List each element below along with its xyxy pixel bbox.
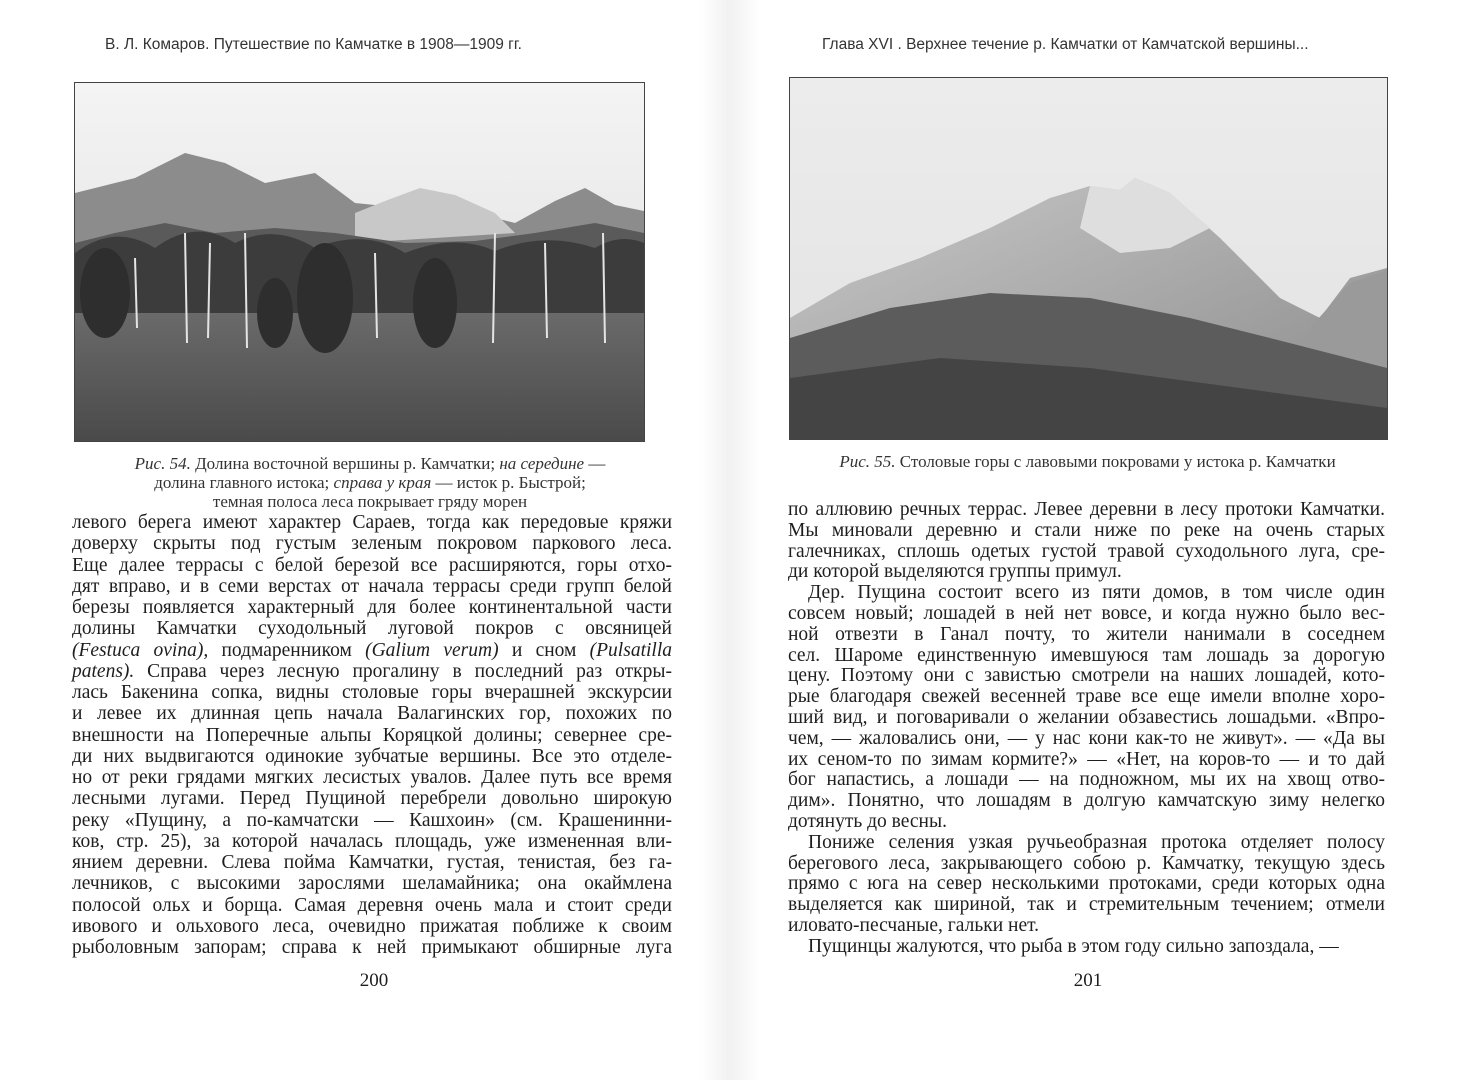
text-segment: Мы миновали деревню и стали ниже по реке на очень старых [788,519,1385,541]
text-segment: Еще далее террасы с белой березой все расширяются, горы отхо- [72,554,672,576]
text-line [788,687,1385,708]
left-page-number: 200 [359,970,389,991]
left-page-body-text [72,512,672,958]
text-segment: и левее их длинная цепь начала Валагинских гор, похожих по [72,703,672,725]
text-segment: подмаренником [208,639,366,661]
caption-line [789,452,1386,471]
text-segment: янием деревни. Слева пойма Камчатки, густая, тенистая, без га- [72,852,672,873]
text-segment: цену. Поэтому они с завистью смотрели на наших лошадей, кото- [788,665,1385,687]
text-line [72,895,672,916]
caption-line [90,492,650,511]
text-segment: Долина восточной вершины р. Камчатки; [190,454,500,473]
text-segment: — [584,454,606,473]
text-line [72,916,672,937]
text-line [788,833,1385,854]
text-line [788,500,1385,521]
text-segment: прямо с юга на север несколькими протоками, среди которых одна [788,873,1385,895]
text-line [788,916,1385,937]
caption-line [90,473,650,492]
italic-text: на середине [499,454,585,473]
text-segment: полосой ольх и борща. Самая деревня очень мала и стоит среди [72,894,672,916]
text-segment: доверху скрыты под густым зеленым покровом паркового леса. [72,533,672,555]
figure-55-photo-mountains [789,77,1388,440]
text-line [788,666,1385,687]
text-segment: галечниках, сплошь одетых густой травой суходольного луга, сре- [788,540,1385,562]
text-segment: но от реки грядами мягких лесистых увалов. Далее путь все время [72,767,672,788]
text-line [72,640,672,661]
text-segment: ди них выдвигаются одинокие зубчатые вершины. Все это отделе- [72,745,672,767]
text-line [788,604,1385,625]
text-line [72,597,672,618]
text-segment: дотянуть до весны. [788,810,947,832]
text-segment: иловато-песчаные, гальки нет. [788,914,1040,936]
figure-54-photo-valley [74,82,645,442]
text-segment: ивового и ольхового леса, очевидно прижатая поближе к своим [72,915,672,937]
text-line [72,767,672,788]
text-line [72,555,672,576]
text-line [72,831,672,852]
text-segment: березы появляется характерный для более континентальной части [72,597,672,618]
text-segment: ди которой выделяются группы примул. [788,561,1122,583]
text-line [788,521,1385,542]
text-segment: Столовые горы с лавовыми покровами у истока р. Камчатки [895,452,1336,471]
text-segment: реку «Пущину, а по-камчатски — Кашхоин» (см. Крашенинни- [72,809,672,831]
text-line [72,788,672,809]
text-line [72,873,672,894]
italic-text: справа у края [333,473,432,492]
text-segment: лась Бакенина сопка, видны столовые горы вчерашней экскурсии [72,682,672,703]
text-line [788,708,1385,729]
text-segment: лесными лугами. Перед Пущиной перебрели довольно широкую [72,788,672,810]
text-segment: темная полоса леса покрывает гряду морен [212,492,528,511]
italic-text: Рис. 55. [839,452,896,471]
italic-text: (Pulsatilla [589,639,672,661]
text-segment: Пущинцы жалуются, что рыба в этом году сильно запоздала, — [808,935,1339,957]
text-line [788,854,1385,875]
right-page-number: 201 [1073,970,1103,991]
text-segment: дим». Понятно, что лошадям в долгую камчатскую зиму нелегко [788,790,1385,812]
text-line [788,874,1385,895]
text-line [72,937,672,958]
right-page-body-text [788,500,1385,958]
italic-text: (Galium verum) [365,639,499,661]
text-line [788,750,1385,771]
text-segment: Дер. Пущина состоит всего из пяти домов, в том числе один [808,582,1385,604]
text-segment: сел. Шароме единственную имевшуюся там лошадь за дорогую [788,644,1385,666]
right-running-head: Глава XVI . Верхнее течение р. Камчатки от Камчатской вершины... [822,36,1309,53]
text-segment: дят вправо, и в семи верстах от начала террасы среди групп белой [72,575,672,597]
text-line [788,729,1385,750]
book-gutter [700,0,760,1080]
text-segment: левого берега имеют характер Сараев, тогда как передовые кряжи [72,512,672,533]
text-segment: долины Камчатки суходольный луговой покров с овсяницей [72,618,672,640]
text-segment: рыболовным запорам; справа к ней примыкают обширные луга [72,937,672,958]
text-segment: бог напастись, а лошади — на подножном, мы их на хвощ отво- [788,769,1385,791]
text-line [788,625,1385,646]
text-line [788,937,1385,958]
text-segment: и сном [498,639,590,661]
text-segment: долина главного истока; [154,473,334,492]
text-line [788,562,1385,583]
text-segment: чем, — жаловались они, — у нас кони как-то не живут». — «Да вы [788,727,1385,749]
text-line [788,770,1385,791]
text-line [72,810,672,831]
text-segment: ной отвезти в Ганал почту, то жители нанимали в соседнем [788,623,1385,645]
text-segment: Пониже селения узкая ручьеобразная протока отделяет полосу [808,831,1385,853]
text-segment: рые благодаря свежей весенней траве все еще имели вполне хоро- [788,686,1385,708]
text-line [72,661,672,682]
text-line [72,618,672,639]
italic-text: Рис. 54. [134,454,191,473]
text-line [788,812,1385,833]
text-line [788,646,1385,667]
text-segment: ший вид, и поговаривали о желании обзавестись лошадьми. «Впро- [788,706,1385,728]
text-segment: совсем новый; лошадей в ней нет вовсе, и когда нужно было вес- [788,602,1385,624]
caption-line [90,454,650,473]
text-line [788,895,1385,916]
text-segment: внешности на Поперечные альпы Коряцкой долины; севернее сре- [72,724,672,746]
text-line [72,703,672,724]
text-line [72,852,672,873]
left-running-head: В. Л. Комаров. Путешествие по Камчатке в 1908—1909 гг. [105,36,522,53]
text-line [72,512,672,533]
figure-54-caption [90,454,650,511]
text-segment: их сеном-то по зимам кормите?» — «Нет, на коров-то — и то дай [788,748,1385,770]
italic-text: patens). [72,660,135,682]
text-segment: ков, стр. 25), за которой началась площадь, уже измененная вли- [72,830,672,852]
text-line [72,746,672,767]
text-line [72,533,672,554]
figure-55-caption [789,452,1386,471]
text-segment: выделяется как шириной, так и стремительным течением; отмели [788,894,1385,916]
text-line [72,682,672,703]
text-line [788,542,1385,563]
text-segment: берегового леса, закрывающего собою р. Камчатку, текущую здесь [788,852,1385,874]
text-segment: по аллювию речных террас. Левее деревни в лесу протоки Камчатки. [788,499,1385,520]
text-segment: Справа через лесную прогалину в последний раз откры- [134,660,672,682]
text-line [72,725,672,746]
text-segment: — исток р. Быстрой; [431,473,586,492]
text-segment: лечников, с высокими зарослями шеламайника; она окаймлена [72,873,672,895]
text-line [788,791,1385,812]
text-line [72,576,672,597]
text-line [788,583,1385,604]
italic-text: (Festuca ovina), [72,639,209,661]
